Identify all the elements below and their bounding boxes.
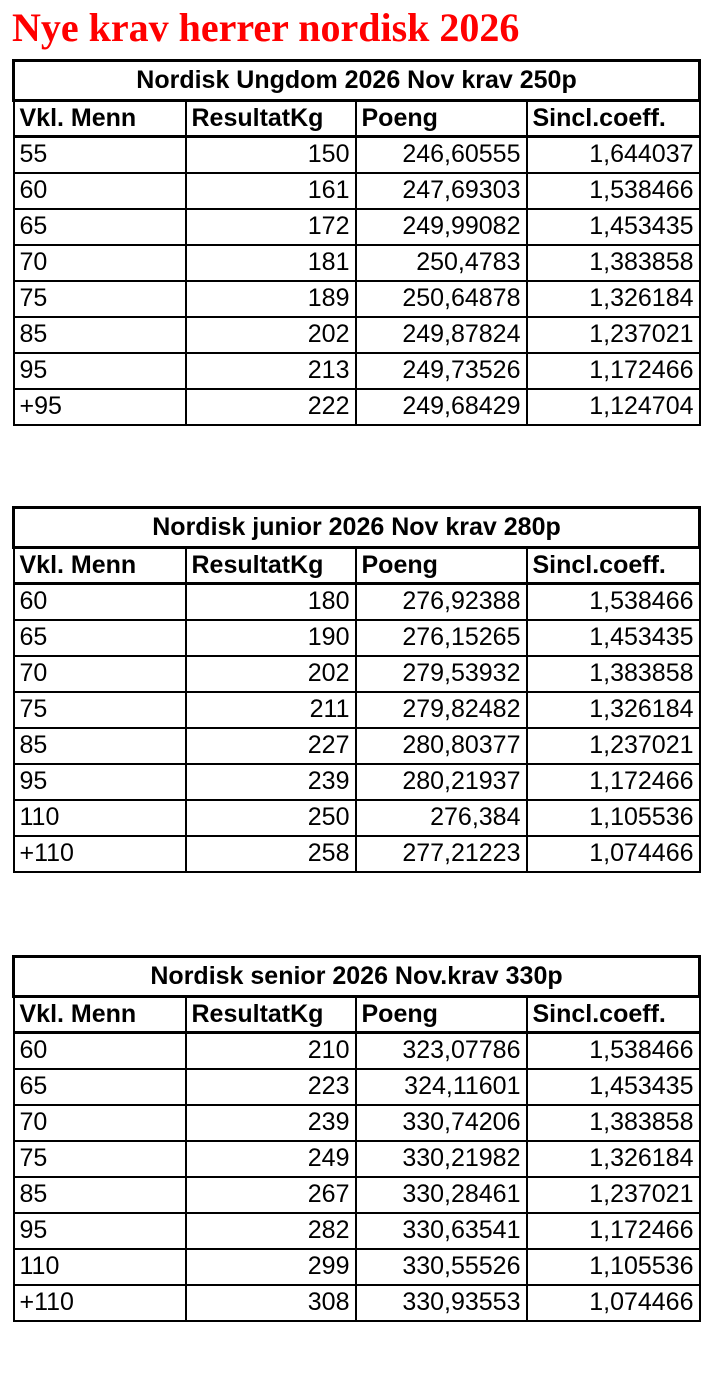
- sinclair-coeff-cell: 1,237021: [527, 1177, 700, 1213]
- table-row: [14, 800, 700, 836]
- sinclair-coeff-cell: 1,538466: [527, 584, 700, 620]
- weight-class-cell: 70: [14, 1105, 186, 1141]
- sinclair-coeff-cell: 1,644037: [527, 137, 700, 173]
- weight-class-cell: 55: [14, 137, 186, 173]
- table-header-row: [14, 101, 700, 137]
- points-cell: 323,07786: [356, 1033, 527, 1069]
- weight-class-cell: 75: [14, 1141, 186, 1177]
- points-cell: 249,99082: [356, 209, 527, 245]
- result-kg-cell: 299: [186, 1249, 356, 1285]
- result-kg-cell: 202: [186, 656, 356, 692]
- sinclair-coeff-cell: 1,453435: [527, 620, 700, 656]
- weight-class-cell: +110: [14, 836, 186, 872]
- column-header: Vkl. Menn: [14, 997, 186, 1033]
- table-row: [14, 353, 700, 389]
- table-row: [14, 1177, 700, 1213]
- points-cell: 249,87824: [356, 317, 527, 353]
- sinclair-coeff-cell: 1,383858: [527, 245, 700, 281]
- column-header: Poeng: [356, 548, 527, 584]
- result-kg-cell: 239: [186, 1105, 356, 1141]
- table-caption: Nordisk Ungdom 2026 Nov krav 250p: [14, 61, 700, 101]
- table-header-row: [14, 548, 700, 584]
- table-row: [14, 656, 700, 692]
- table-row: [14, 1033, 700, 1069]
- sinclair-coeff-cell: 1,105536: [527, 800, 700, 836]
- table-junior: [12, 506, 701, 873]
- points-cell: 247,69303: [356, 173, 527, 209]
- points-cell: 324,11601: [356, 1069, 527, 1105]
- result-kg-cell: 258: [186, 836, 356, 872]
- points-cell: 246,60555: [356, 137, 527, 173]
- column-header: ResultatKg: [186, 548, 356, 584]
- result-kg-cell: 180: [186, 584, 356, 620]
- table-row: [14, 173, 700, 209]
- points-cell: 330,55526: [356, 1249, 527, 1285]
- weight-class-cell: 110: [14, 1249, 186, 1285]
- column-header: Poeng: [356, 101, 527, 137]
- table-row: [14, 1285, 700, 1321]
- weight-class-cell: 95: [14, 764, 186, 800]
- result-kg-cell: 249: [186, 1141, 356, 1177]
- result-kg-cell: 150: [186, 137, 356, 173]
- column-header: Vkl. Menn: [14, 548, 186, 584]
- weight-class-cell: 95: [14, 353, 186, 389]
- table-header-row: [14, 997, 700, 1033]
- weight-class-cell: 70: [14, 656, 186, 692]
- weight-class-cell: 75: [14, 281, 186, 317]
- result-kg-cell: 267: [186, 1177, 356, 1213]
- table-caption: Nordisk senior 2026 Nov.krav 330p: [14, 957, 700, 997]
- result-kg-cell: 172: [186, 209, 356, 245]
- result-kg-cell: 213: [186, 353, 356, 389]
- sinclair-coeff-cell: 1,172466: [527, 353, 700, 389]
- table-row: [14, 281, 700, 317]
- sinclair-coeff-cell: 1,538466: [527, 173, 700, 209]
- column-header: Sincl.coeff.: [527, 101, 700, 137]
- result-kg-cell: 210: [186, 1033, 356, 1069]
- points-cell: 277,21223: [356, 836, 527, 872]
- weight-class-cell: 110: [14, 800, 186, 836]
- table-row: [14, 209, 700, 245]
- table-row: [14, 389, 700, 425]
- weight-class-cell: 85: [14, 1177, 186, 1213]
- points-cell: 276,15265: [356, 620, 527, 656]
- table-row: [14, 836, 700, 872]
- sinclair-coeff-cell: 1,453435: [527, 209, 700, 245]
- sinclair-coeff-cell: 1,383858: [527, 656, 700, 692]
- weight-class-cell: 95: [14, 1213, 186, 1249]
- table-row: [14, 317, 700, 353]
- points-cell: 330,93553: [356, 1285, 527, 1321]
- weight-class-cell: 75: [14, 692, 186, 728]
- points-cell: 250,64878: [356, 281, 527, 317]
- points-cell: 249,68429: [356, 389, 527, 425]
- column-header: Vkl. Menn: [14, 101, 186, 137]
- sinclair-coeff-cell: 1,237021: [527, 728, 700, 764]
- sinclair-coeff-cell: 1,326184: [527, 1141, 700, 1177]
- sinclair-coeff-cell: 1,124704: [527, 389, 700, 425]
- points-cell: 276,92388: [356, 584, 527, 620]
- result-kg-cell: 181: [186, 245, 356, 281]
- table-senior: [12, 955, 701, 1322]
- table-ungdom: [12, 59, 701, 426]
- sinclair-coeff-cell: 1,326184: [527, 281, 700, 317]
- result-kg-cell: 227: [186, 728, 356, 764]
- points-cell: 279,82482: [356, 692, 527, 728]
- table-row: [14, 245, 700, 281]
- sinclair-coeff-cell: 1,237021: [527, 317, 700, 353]
- weight-class-cell: 65: [14, 1069, 186, 1105]
- weight-class-cell: 85: [14, 728, 186, 764]
- weight-class-cell: 65: [14, 209, 186, 245]
- table-row: [14, 137, 700, 173]
- result-kg-cell: 250: [186, 800, 356, 836]
- result-kg-cell: 223: [186, 1069, 356, 1105]
- result-kg-cell: 308: [186, 1285, 356, 1321]
- sinclair-coeff-cell: 1,172466: [527, 1213, 700, 1249]
- result-kg-cell: 190: [186, 620, 356, 656]
- page-title: Nye krav herrer nordisk 2026: [12, 5, 520, 50]
- weight-class-cell: 60: [14, 584, 186, 620]
- table-row: [14, 1141, 700, 1177]
- result-kg-cell: 222: [186, 389, 356, 425]
- result-kg-cell: 161: [186, 173, 356, 209]
- sinclair-coeff-cell: 1,326184: [527, 692, 700, 728]
- weight-class-cell: 60: [14, 1033, 186, 1069]
- table-row: [14, 728, 700, 764]
- sinclair-coeff-cell: 1,074466: [527, 1285, 700, 1321]
- column-header: Sincl.coeff.: [527, 548, 700, 584]
- table-row: [14, 692, 700, 728]
- weight-class-cell: 65: [14, 620, 186, 656]
- table-row: [14, 584, 700, 620]
- points-cell: 330,28461: [356, 1177, 527, 1213]
- result-kg-cell: 189: [186, 281, 356, 317]
- result-kg-cell: 211: [186, 692, 356, 728]
- points-cell: 279,53932: [356, 656, 527, 692]
- weight-class-cell: 60: [14, 173, 186, 209]
- result-kg-cell: 239: [186, 764, 356, 800]
- weight-class-cell: +110: [14, 1285, 186, 1321]
- sinclair-coeff-cell: 1,538466: [527, 1033, 700, 1069]
- column-header: Sincl.coeff.: [527, 997, 700, 1033]
- table-row: [14, 1213, 700, 1249]
- table-row: [14, 764, 700, 800]
- result-kg-cell: 282: [186, 1213, 356, 1249]
- points-cell: 330,74206: [356, 1105, 527, 1141]
- sinclair-coeff-cell: 1,074466: [527, 836, 700, 872]
- column-header: Poeng: [356, 997, 527, 1033]
- points-cell: 249,73526: [356, 353, 527, 389]
- sinclair-coeff-cell: 1,453435: [527, 1069, 700, 1105]
- table-row: [14, 1069, 700, 1105]
- points-cell: 330,21982: [356, 1141, 527, 1177]
- table-row: [14, 620, 700, 656]
- table-row: [14, 1105, 700, 1141]
- sinclair-coeff-cell: 1,172466: [527, 764, 700, 800]
- weight-class-cell: 85: [14, 317, 186, 353]
- result-kg-cell: 202: [186, 317, 356, 353]
- column-header: ResultatKg: [186, 997, 356, 1033]
- points-cell: 280,21937: [356, 764, 527, 800]
- weight-class-cell: 70: [14, 245, 186, 281]
- column-header: ResultatKg: [186, 101, 356, 137]
- points-cell: 276,384: [356, 800, 527, 836]
- sinclair-coeff-cell: 1,105536: [527, 1249, 700, 1285]
- points-cell: 250,4783: [356, 245, 527, 281]
- table-row: [14, 1249, 700, 1285]
- weight-class-cell: +95: [14, 389, 186, 425]
- points-cell: 280,80377: [356, 728, 527, 764]
- table-caption: Nordisk junior 2026 Nov krav 280p: [14, 508, 700, 548]
- sinclair-coeff-cell: 1,383858: [527, 1105, 700, 1141]
- points-cell: 330,63541: [356, 1213, 527, 1249]
